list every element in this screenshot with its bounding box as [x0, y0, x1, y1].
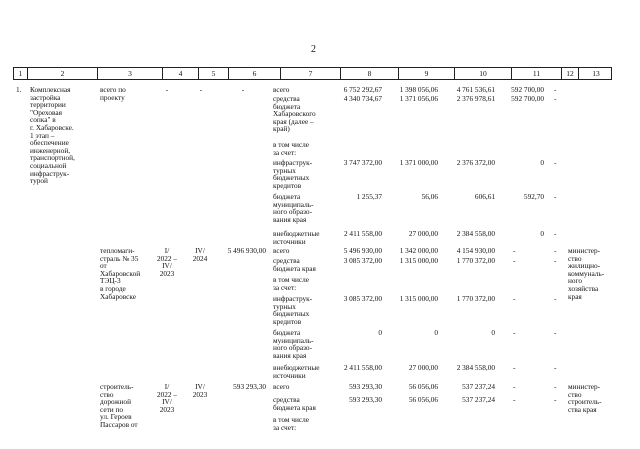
project-row-v9: 1 371 000,00	[399, 158, 438, 167]
project-name: Комплексная застройка территории "Ореховая сопка" в г. Хабаровске. 1 этап – обеспечение инженерной, транспортной, социальной инфраструк- турой	[30, 85, 75, 186]
subproject-1-row-source: бюджета муниципаль- ного образо- вания края	[273, 328, 314, 360]
project-end: -	[199, 85, 203, 94]
page-number: 2	[311, 44, 316, 55]
project-row-v11: 592,70	[523, 192, 544, 201]
project-number: 1.	[16, 85, 22, 94]
subproject-1-row-source: инфраструк- турных бюджетных кредитов	[273, 294, 313, 326]
col-header-7: 7	[281, 68, 341, 79]
subproject-1-row-v11: -	[513, 294, 516, 303]
subproject-1-row-v10: 1 770 372,00	[456, 256, 495, 265]
subproject-2-row-v9: 56 056,06	[408, 382, 438, 391]
project-row-v9: 27 000,00	[408, 229, 438, 238]
project-total-label: всего по проекту	[100, 85, 126, 102]
subproject-2-row-v12: -	[554, 382, 557, 391]
project-row-v8: 2 411 558,00	[343, 229, 382, 238]
col-header-8: 8	[341, 68, 399, 79]
col-header-13: 13	[592, 69, 600, 78]
column-number-header	[13, 67, 612, 80]
project-row-source: инфраструк- турных бюджетных кредитов	[273, 158, 313, 190]
subproject-1-row-v8: 2 411 558,00	[343, 363, 382, 372]
subproject-2-row-v9: 56 056,06	[408, 395, 438, 404]
subproject-2-row-v11: -	[513, 382, 516, 391]
subproject-1-row-v10: 2 384 558,00	[456, 363, 495, 372]
subproject-2-responsible: министер- ство строитель- ства края	[568, 382, 602, 414]
subproject-1-cost: 5 496 930,00	[227, 246, 266, 255]
subproject-2-end: IV/ 2023	[192, 382, 208, 399]
project-start: -	[165, 85, 169, 94]
project-row-v11: 0	[540, 229, 544, 238]
subproject-1-row-v9: 1 315 000,00	[399, 294, 438, 303]
project-row-v12: -	[554, 85, 557, 94]
project-row-v9: 56,06	[421, 192, 438, 201]
col-header-5: 5	[199, 68, 229, 79]
col-header-6: 6	[229, 68, 281, 79]
subproject-2-row-v12: -	[554, 395, 557, 404]
subproject-1-row-v11: -	[513, 256, 516, 265]
subproject-2-row-source: всего	[273, 382, 290, 391]
project-row-source: средства бюджета Хабаровского края (далее – край)	[273, 94, 316, 134]
project-row-v8: 4 340 734,67	[343, 94, 382, 103]
subproject-2-row-v8: 593 293,30	[349, 395, 382, 404]
project-row-v12: -	[554, 229, 557, 238]
subproject-2-start: I/ 2022 – IV/ 2023	[156, 382, 178, 414]
col-header-3: 3	[98, 68, 163, 79]
subproject-1-row-v8: 0	[378, 328, 382, 337]
project-row-source: бюджета муниципаль- ного образо- вания края	[273, 192, 314, 224]
subproject-2-row-v10: 537 237,24	[462, 395, 495, 404]
subproject-2-row-v10: 537 237,24	[462, 382, 495, 391]
project-row-v10: 2 376 372,00	[456, 158, 495, 167]
col-header-11: 11	[512, 68, 562, 79]
project-row-v8: 6 752 292,67	[343, 85, 382, 94]
col-header-4: 4	[163, 68, 199, 79]
subproject-2-row-source: в том числе за счет:	[273, 415, 310, 432]
col-header-2: 2	[28, 68, 98, 79]
subproject-1-row-v9: 1 315 000,00	[399, 256, 438, 265]
subproject-1-row-v11: -	[513, 246, 516, 255]
subproject-2-row-v8: 593 293,30	[349, 382, 382, 391]
subproject-2-cost: 593 293,30	[233, 382, 266, 391]
project-row-v8: 1 255,37	[356, 192, 382, 201]
subproject-1-row-v9: 1 342 000,00	[399, 246, 438, 255]
project-row-source: в том числе за счет:	[273, 140, 310, 157]
project-row-v11: 592 700,00	[511, 94, 544, 103]
subproject-1-row-source: внебюджетные источники	[273, 363, 320, 380]
project-row-v12: -	[554, 94, 557, 103]
col-header-9: 9	[399, 68, 455, 79]
subproject-1-row-v10: 0	[491, 328, 495, 337]
project-cost: -	[241, 85, 245, 94]
subproject-1-row-v12: -	[554, 256, 557, 265]
project-row-v9: 1 398 056,06	[399, 85, 438, 94]
col-header-10: 10	[455, 68, 512, 79]
project-row-v10: 4 761 536,61	[456, 85, 495, 94]
subproject-2-row-v11: -	[513, 395, 516, 404]
subproject-1-row-v12: -	[554, 246, 557, 255]
project-row-v10: 606,61	[474, 192, 495, 201]
project-row-v12: -	[554, 192, 557, 201]
col-header-12: 12	[562, 68, 579, 79]
project-row-v11: 592 700,00	[511, 85, 544, 94]
project-row-v12: -	[554, 158, 557, 167]
subproject-1-row-v12: -	[554, 363, 557, 372]
project-row-v8: 3 747 372,00	[343, 158, 382, 167]
subproject-2-row-source: средства бюджета края	[273, 395, 316, 412]
subproject-1-row-v10: 1 770 372,00	[456, 294, 495, 303]
subproject-1-row-v11: -	[513, 328, 516, 337]
subproject-1-row-v9: 0	[434, 328, 438, 337]
subproject-1-start: I/ 2022 – IV/ 2023	[156, 246, 178, 278]
project-row-source: внебюджетные источники	[273, 229, 320, 246]
subproject-1-row-v8: 5 496 930,00	[343, 246, 382, 255]
subproject-1-responsible: министер- ство жилищно- коммуналь- ного хозяйства края	[568, 246, 605, 301]
project-row-source: всего	[273, 85, 290, 94]
subproject-1-row-v8: 3 085 372,00	[343, 294, 382, 303]
subproject-1-row-v12: -	[554, 294, 557, 303]
subproject-1-name: тепломаги- страль № 35 от Хабаровской ТЭЦ-3 в городе Хабаровске	[100, 246, 141, 301]
subproject-1-row-source: всего	[273, 246, 290, 255]
subproject-1-end: IV/ 2024	[192, 246, 208, 263]
subproject-2-name: строитель- ство дорожной сети по ул. Героев Пассаров от	[100, 382, 138, 429]
subproject-1-row-v9: 27 000,00	[408, 363, 438, 372]
project-row-v11: 0	[540, 158, 544, 167]
project-row-v10: 2 384 558,00	[456, 229, 495, 238]
subproject-1-row-v10: 4 154 930,00	[456, 246, 495, 255]
subproject-1-row-source: в том числе за счет:	[273, 275, 310, 292]
subproject-1-row-source: средства бюджета края	[273, 256, 316, 273]
subproject-1-row-v8: 3 085 372,00	[343, 256, 382, 265]
project-row-v9: 1 371 056,06	[399, 94, 438, 103]
project-row-v10: 2 376 978,61	[456, 94, 495, 103]
col-header-1: 1	[14, 68, 28, 79]
subproject-1-row-v11: -	[513, 363, 516, 372]
subproject-1-row-v12: -	[554, 328, 557, 337]
